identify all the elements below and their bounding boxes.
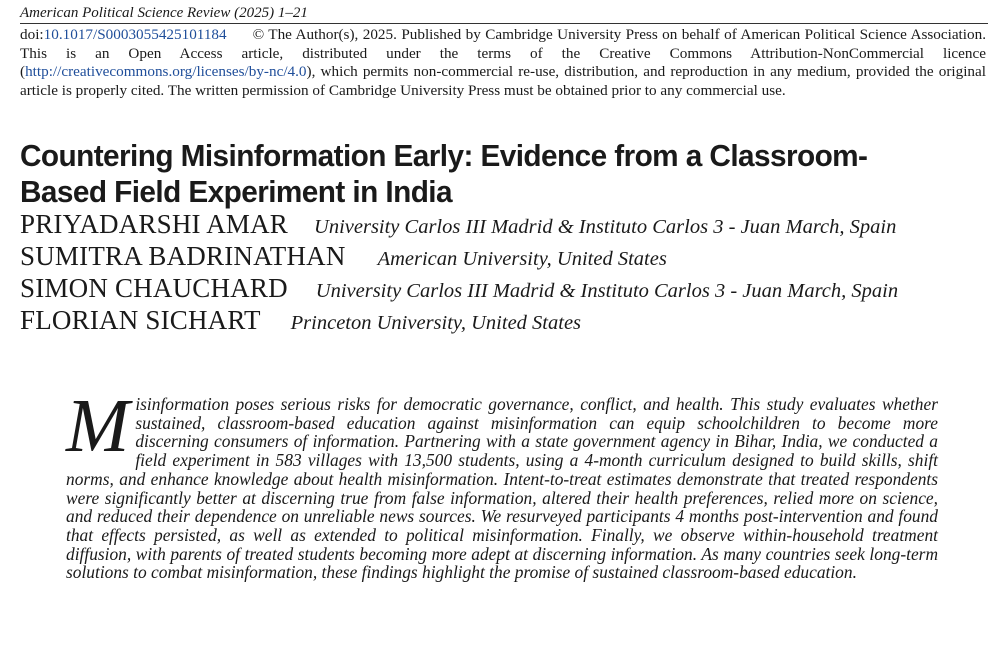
abstract-drop-cap: M [66, 384, 130, 468]
author-affiliation: University Carlos III Madrid & Instituto Carlos 3 - Juan March, Spain [314, 216, 897, 238]
author-affiliation: University Carlos III Madrid & Instituto Carlos 3 - Juan March, Spain [315, 280, 899, 302]
journal-name: American Political Science Review [20, 5, 231, 21]
author-entry [20, 208, 990, 240]
journal-year-pages: (2025) 1–21 [234, 5, 308, 21]
author-entry [20, 272, 990, 304]
copyright-text: © The Author(s), 2025. Published by Cambridge University Press on behalf of American Political Science Association. This is an Open Access article, distributed under the terms of the Creative Commons Attribution-NonCommercial licence ( [20, 26, 986, 81]
author-name: PRIYADARSHI AMAR [20, 209, 289, 239]
article-title: Countering Misinformation Early: Evidence from a Classroom-Based Field Experiment in India [20, 138, 868, 209]
license-url-link[interactable]: http://creativecommons.org/licenses/by-nc/4.0 [25, 63, 307, 81]
abstract [66, 384, 938, 583]
doi-link[interactable]: 10.1017/S0003055425101184 [43, 26, 227, 43]
author-list [20, 208, 990, 336]
author-affiliation: American University, United States [377, 248, 667, 270]
journal-header [20, 4, 308, 22]
abstract-text: isinformation poses serious risks for democratic governance, conflict, and health. This study evaluates whether sustained, classroom-based education against misinformation can equip schoolchildren to become more discerning consumers of information. Partnering with a state government agency in Bihar, India, we conducted a field experiment in 583 villages with 13,500 students, using a 4-month curriculum designed to build skills, shift norms, and enhance knowledge about health misinformation. Intent-to-treat estimates demonstrate that treated respondents were significantly better at discerning true from false information, altered their health preferences, relied more on science, and reduced their dependence on unreliable news sources. We resurveyed participants 4 months post-intervention and found that effects persisted, as well as extended to political misinformation. Finally, we observe within-household treatment diffusion, with parents of treated students becoming more adept at discerning information. As many countries seek long-term solutions to combat misinformation, these findings highlight the promise of sustained classroom-based education. [66, 394, 938, 583]
author-name: SUMITRA BADRINATHAN [20, 241, 346, 271]
author-entry [20, 240, 990, 272]
author-entry [20, 304, 990, 336]
doi-prefix: doi: [20, 26, 44, 43]
license-rest-text: ), which permits non-commercial re-use, distribution, and reproduction in any medium, provided the original article is properly cited. The written permission of Cambridge University Press must be obtained prior to any commercial use. [20, 63, 986, 99]
author-name: FLORIAN SICHART [20, 305, 261, 335]
author-name: SIMON CHAUCHARD [20, 273, 288, 303]
author-affiliation: Princeton University, United States [290, 312, 582, 334]
header-divider [20, 23, 988, 24]
license-notice [20, 26, 986, 100]
